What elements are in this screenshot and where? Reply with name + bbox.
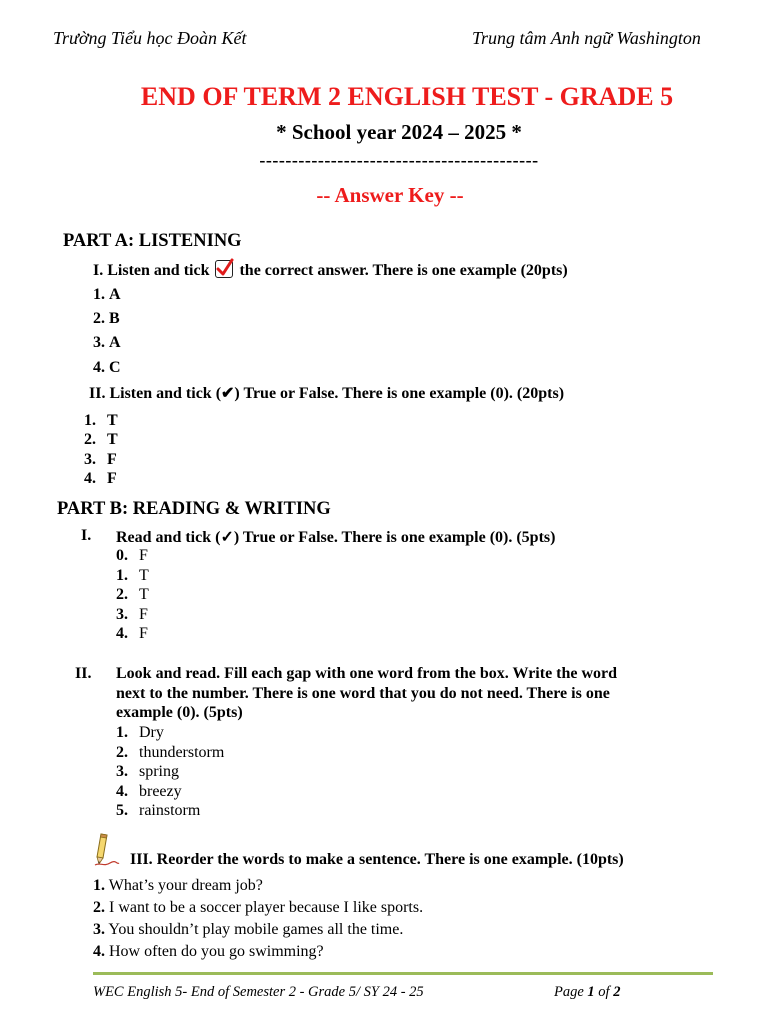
- part-b-q2-instruction-line: example (0). (5pts): [116, 704, 243, 721]
- part-b-q2-answer: 4. breezy: [116, 783, 182, 800]
- header-school-name: Trường Tiểu học Đoàn Kết: [53, 28, 247, 48]
- part-a-q2-instruction: II. Listen and tick (✔) True or False. There is one example (0). (20pts): [89, 385, 565, 402]
- part-b-q3-answer: 3. You shouldn’t play mobile games all the time.: [93, 921, 404, 938]
- part-a-q1-answer: 4. C: [93, 359, 121, 376]
- part-a-q2-answer: 2. T: [84, 431, 118, 448]
- part-b-q2-label: II.: [75, 665, 92, 682]
- part-b-q3-answer: 1. What’s your dream job?: [93, 877, 263, 894]
- footer-doc-info: WEC English 5- End of Semester 2 - Grade 5/ SY 24 - 25: [93, 984, 424, 1000]
- part-a-q1-instruction: [93, 260, 568, 280]
- part-b-q1-label: I.: [81, 527, 92, 544]
- part-b-q2-answer: 2. thunderstorm: [116, 744, 225, 761]
- part-b-q3-answer: 4. How often do you go swimming?: [93, 943, 324, 960]
- part-a-q1-instruction-start: I. Listen and tick: [93, 262, 210, 279]
- part-a-q1-answer: 2. B: [93, 310, 120, 327]
- part-b-q2-answer: 3. spring: [116, 763, 179, 780]
- part-a-q1-answer: 1. A: [93, 286, 121, 303]
- part-b-q1-answer: 3. F: [116, 606, 148, 623]
- part-b-q3-answer: 2. I want to be a soccer player because I like sports.: [93, 899, 424, 916]
- part-a-q2-answer: 3. F: [84, 451, 117, 468]
- checked-box-icon: [215, 260, 233, 278]
- answer-key-label: -- Answer Key --: [316, 183, 464, 207]
- header-center-name: Trung tâm Anh ngữ Washington: [472, 28, 701, 48]
- part-a-heading: PART A: LISTENING: [63, 231, 242, 251]
- part-b-q2-answer: 1. Dry: [116, 724, 164, 741]
- part-b-q1-answer: 4. F: [116, 625, 148, 642]
- footer-page-number: Page 1 of 2: [554, 984, 621, 1000]
- part-b-heading: PART B: READING & WRITING: [57, 499, 331, 519]
- footer-divider: [93, 972, 713, 975]
- part-b-q2-answer: 5. rainstorm: [116, 802, 201, 819]
- part-a-q2-answer: 4. F: [84, 470, 117, 487]
- part-b-q3-instruction: III. Reorder the words to make a sentence. There is one example. (10pts): [130, 851, 624, 868]
- part-a-q1-instruction-end: the correct answer. There is one example (20pts): [239, 262, 568, 279]
- part-b-q1-answer: 1. T: [116, 567, 149, 584]
- part-b-q2-instruction-line: Look and read. Fill each gap with one word from the box. Write the word: [116, 665, 618, 682]
- part-b-q2-instruction-line: next to the number. There is one word that you do not need. There is one: [116, 685, 610, 702]
- part-b-q1-answer: 0. F: [116, 547, 148, 564]
- part-a-q1-answer: 3. A: [93, 334, 121, 351]
- part-a-q2-answer: 1. T: [84, 412, 118, 429]
- page-title: END OF TERM 2 ENGLISH TEST - GRADE 5: [140, 82, 674, 111]
- pencil-icon: [92, 832, 122, 873]
- school-year: * School year 2024 – 2025 *: [276, 120, 522, 144]
- part-b-q1-instruction: Read and tick (✓) True or False. There is one example (0). (5pts): [116, 529, 556, 546]
- divider-dashes: -------------------------------------------: [259, 150, 539, 170]
- part-b-q1-answer: 2. T: [116, 586, 149, 603]
